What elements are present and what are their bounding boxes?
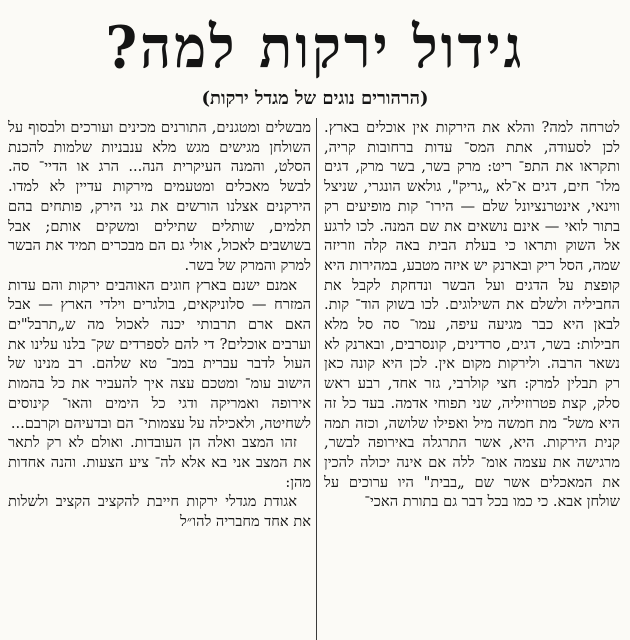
paragraph: אמנם ישנם בארץ חוגים האוהבים ירקות והם עדות המזרח — סלוניקאים, בולגרים וילדי הארץ — אבל האם ארם תרבותי יכנה לאכול מה ש„תרבל"ים וערבים אוכלים? די להם לספרדים שק־ בלנו עלינו את העול לדבר עברית במב־ טא שלהם. רב מנינו של הישוב עומ־ ומטכם עצה איך להעביר את כל בהמות אירופה ואמריקה ודגי כל הימים והאו־ קינוסים לשחיטה, ולאכילה על עצמותי־ הם ובדעיהם וקרבם... — [8, 276, 311, 432]
article-column-left — [8, 118, 311, 640]
article-headline: גידול ירקות למה? — [105, 12, 525, 82]
paragraph: מבשלים ומטגנים, התורנים מכינים ועורכים ולבסוף על השולחן מגישים מגש מלא ענבניות שלמות להכנת הסלט, והמנה העיקרית הנה... הרג או הדיי־ סה. לבשל מאכלים ומטעמים מירקות עדיין לא למדו. הירקנים אצלנו הורשים את גני הירק, פותחים בהם תלמים, שותלים שתילים ומשקים אותם; אבל בשושבים לאכול, אולי גם הם מבכרים תמיד את הבשר למרק והמרק של בשר. — [8, 119, 311, 274]
paragraph: לטרחה למה? והלא את הירקות אין אוכלים בארץ. לכן לסעודה, אתת המס־ עדות ברחובות קריה, ותקראו את התפ־ ריט: מרק בשר, בשר מרק, דגים מלו־ חים, דגים א־לא „גריק", גולאש הונגרי, שניצל ווינאי, אינטרנציונל שלם — הירו־ קות מופיעים רק בתור לואי — אינם נושאים את שם המנה. לכו לרגע אל השוק ותראו כי בעלת הבית באה קלה וזריזה שמה, הסל ריק ובארנק יש איזה מטבע, במהירות היא קופצת על הדגים ועל הבשר ונדחקת לקבל את החביליה ולשלם את השילוגים. לכו בשוק הוד־ קות. לבאן היא כבר מגיעה עיפה, עמו־ סה סל מלא חבילות: בשר, דגים, סרדינים, קונסרבים, ובארנק לא נשאר הרבה. ולירקות מקום אין. לכן היא קונה כאן רק תבלין למרק: חצי קולרבי, גזר אחד, רבע ראש סלק, קצת פטרוזיליה, שני תפוחי אדמה. בעד כל זה היא משל־ מת חמשה מיל ואפילו שלושה, וכזה תמה קנית הירקות. היא, אשר התרגלה באירופה לבשר, מרגישה את עצמה אומ־ ללה אם אינה יכולה להכין את המאכלים אשר שם „בבית" היו ערוכים על שולחן אבא. כי כמו בכל דבר גם בתורת האכי־ — [324, 119, 620, 511]
paragraph: זהו המצב ואלה הן העובדות. ואולם לא רק לתאר את המצב אני בא אלא לה־ ציע הצעות. והנה אחדות מהן: — [8, 434, 311, 491]
article-subheadline: (הרהורים נוגים של מגדל ירקות) — [201, 88, 429, 109]
paragraph: אגודת מגדלי ירקות חייבת להקציב הקציב ולשלות את אחד מחבריה להו״ל — [8, 493, 311, 531]
column-divider — [316, 118, 317, 640]
article-column-right — [324, 118, 620, 640]
